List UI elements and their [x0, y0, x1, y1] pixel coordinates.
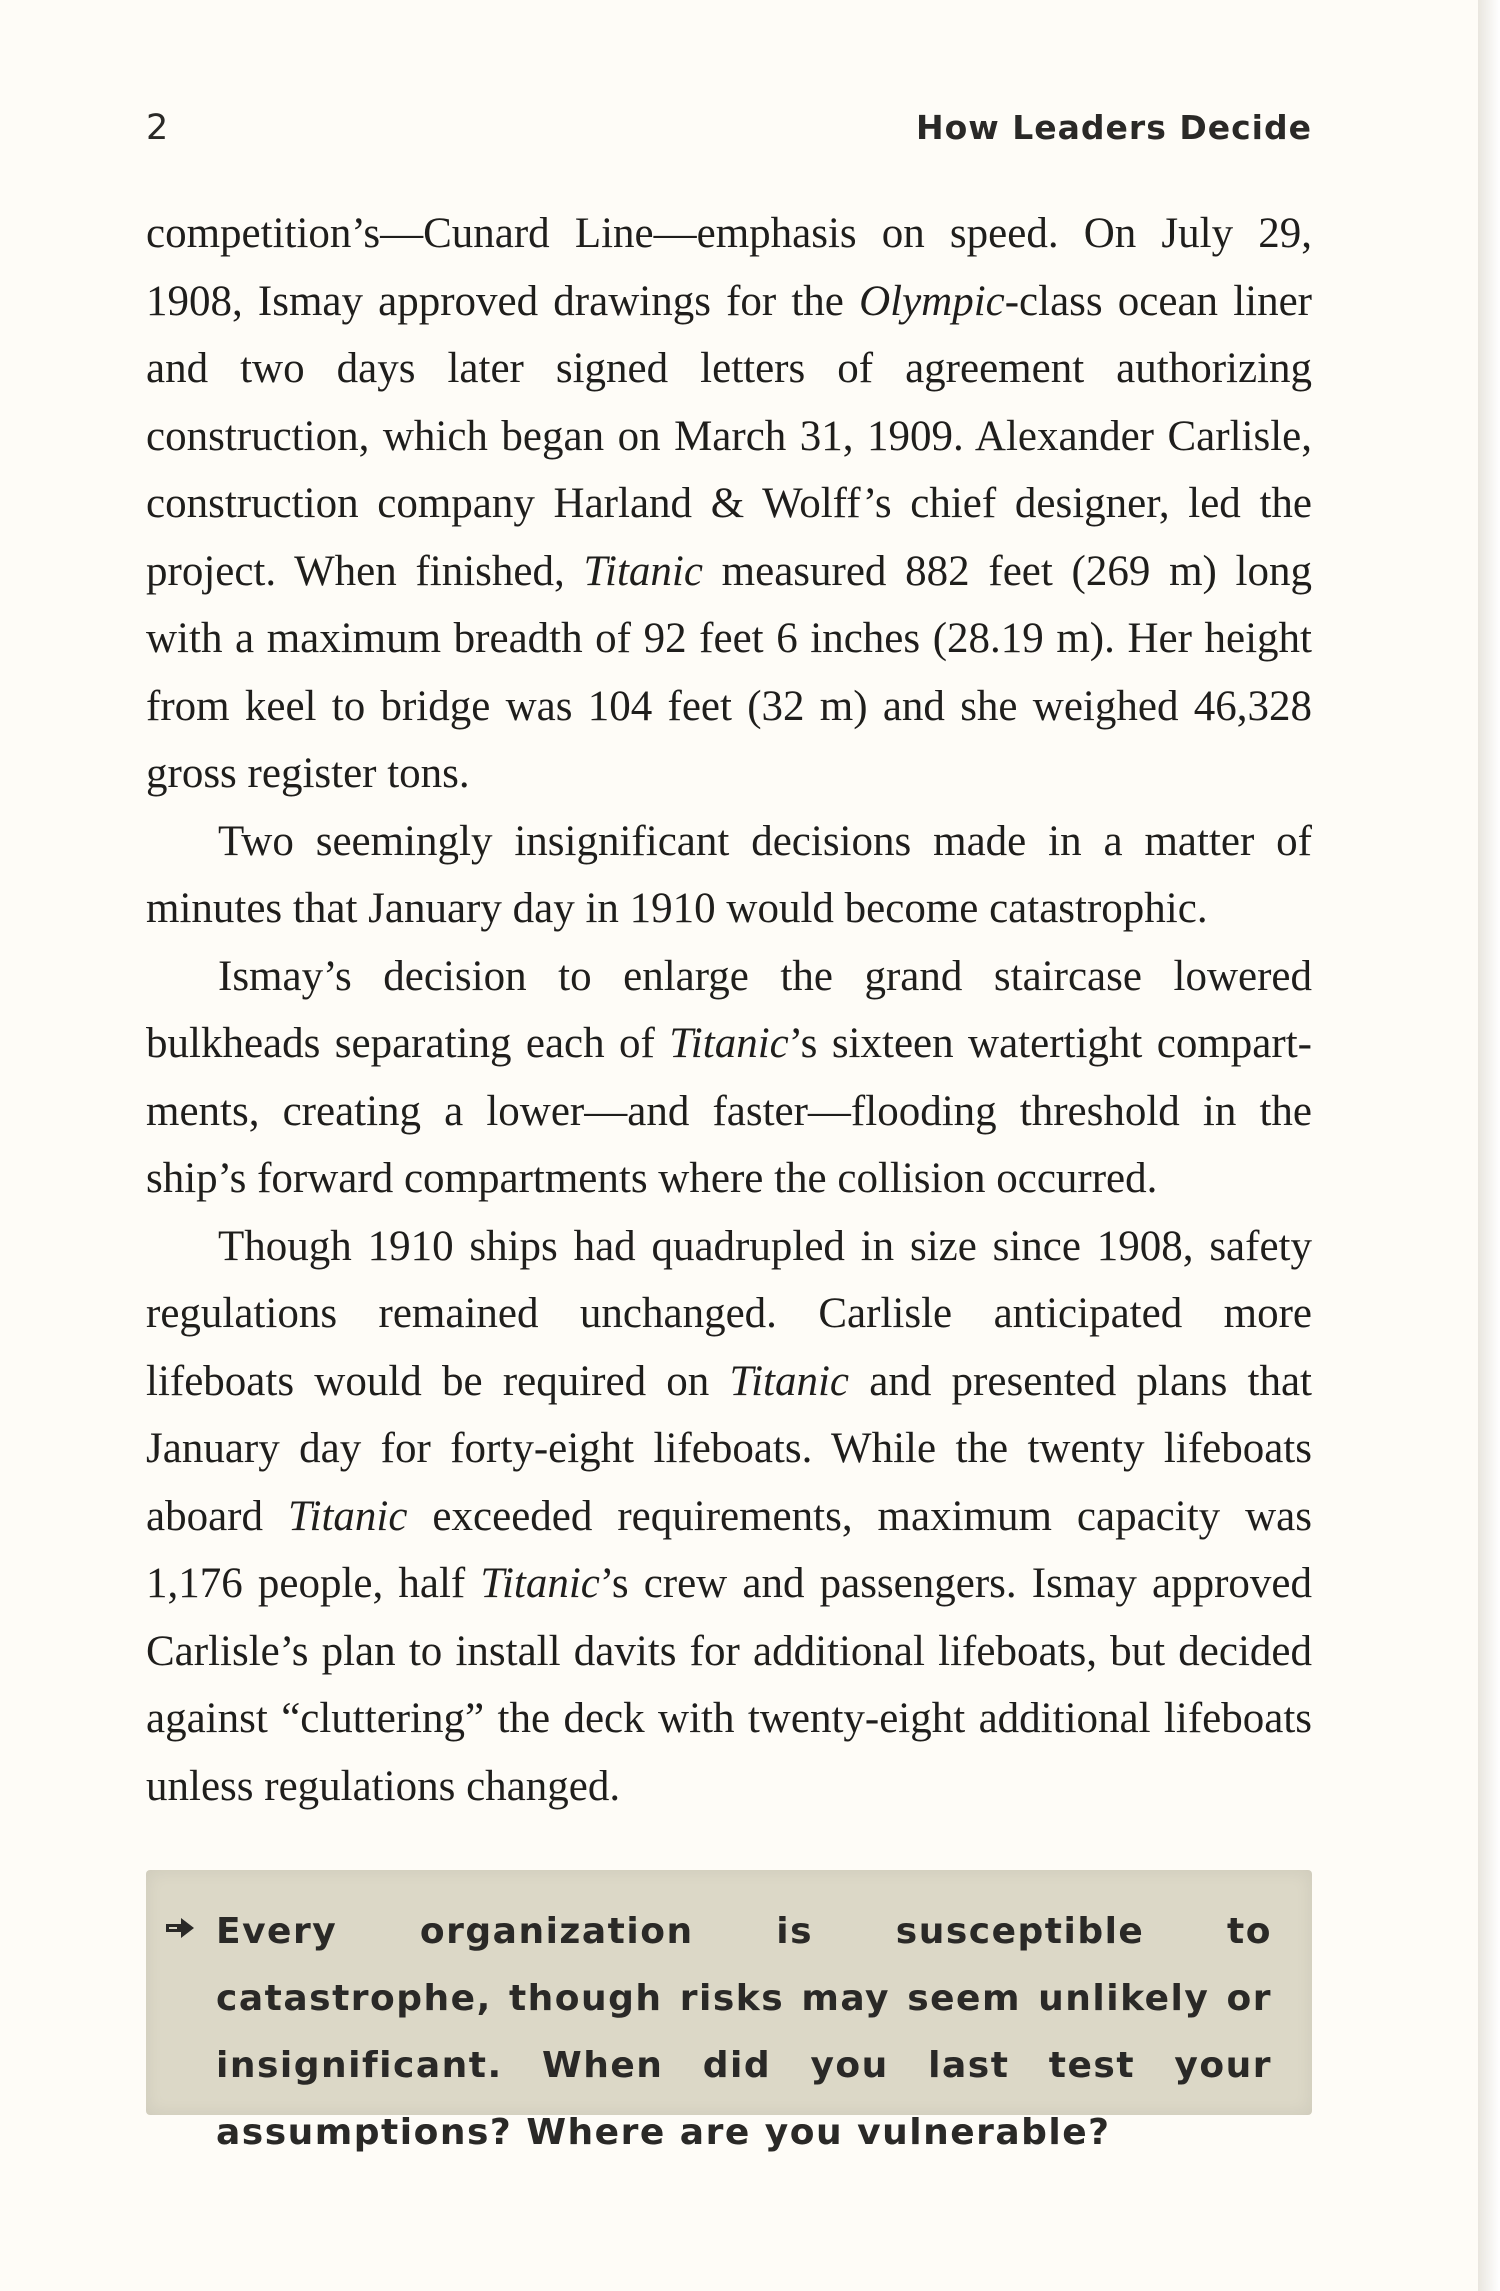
callout-text: Every organization is susceptible to catastrophe, though risks may seem unlikely or insignificant. When did you last test your assumptions? Where are you vulnerable? [216, 1911, 1272, 2153]
text-run: exceeded requirements, maximum capacity was 1,176 people, half [146, 1492, 1312, 1607]
italic-ship-name: Titanic [669, 1020, 789, 1067]
paragraph-3 [146, 943, 1312, 1213]
text-run: ’s sixteen watertight compartments, creating a lower—and faster—flooding threshold in the ship’s forward compartments where the collision occurred. [146, 1020, 1312, 1202]
italic-ship-name: Titanic [729, 1357, 850, 1405]
paragraph-4 [146, 1213, 1312, 1821]
text-run: and presented plans that January day for forty-eight lifeboats. While the twenty lifeboats aboard [146, 1357, 1313, 1540]
page-edge-shadow [1478, 0, 1500, 2291]
italic-ship-name: Titanic [480, 1560, 600, 1607]
text-run: Though 1910 ships had quadrupled in size since 1908, safety regulations remained unchanged. Carlisle anticipated more lifeboats would be required on [146, 1222, 1312, 1405]
italic-ship-name: Titanic [583, 547, 703, 595]
arrow-icon [163, 1912, 197, 1946]
text-run: ’s crew and passengers. Ismay approved Carlisle’s plan to install davits for additional lifeboats, but decided against “cluttering” the deck with twenty-eight additional lifeboats unless regulations changed. [146, 1560, 1312, 1810]
italic-ship-name: Titanic [287, 1492, 408, 1540]
paragraph-1 [146, 200, 1312, 808]
italic-ship-class: Olympic [859, 277, 1005, 325]
paragraph-2: Two seemingly insignificant decisions made in a matter of minutes that January day in 1910 would become catastrophic. [146, 817, 1312, 932]
text-run: competition’s—Cunard Line—emphasis on speed. On July 29, 1908, Ismay approved drawings for the [146, 210, 1312, 325]
text-run: measured 882 feet (269 m) long with a maximum breadth of 92 feet 6 inches (28.19 m). Her height from keel to bridge was 104 feet (32 m) and she weighed 46,328 gross register tons. [146, 547, 1313, 797]
body-text [146, 200, 1312, 1820]
text-run: -class ocean liner and two days later signed letters of agreement authorizing construction, which began on March 31, 1909. Alexander Carlisle, construction company Harland & Wolff’s chief designer, led the project. When finished, [146, 277, 1312, 595]
text-run: Ismay’s decision to enlarge the grand staircase lowered bulkheads separating each of [146, 952, 1312, 1067]
page-number: 2 [146, 108, 169, 148]
callout-box [146, 1870, 1312, 2153]
page-header [146, 108, 1312, 158]
running-head: How Leaders Decide [915, 108, 1312, 147]
